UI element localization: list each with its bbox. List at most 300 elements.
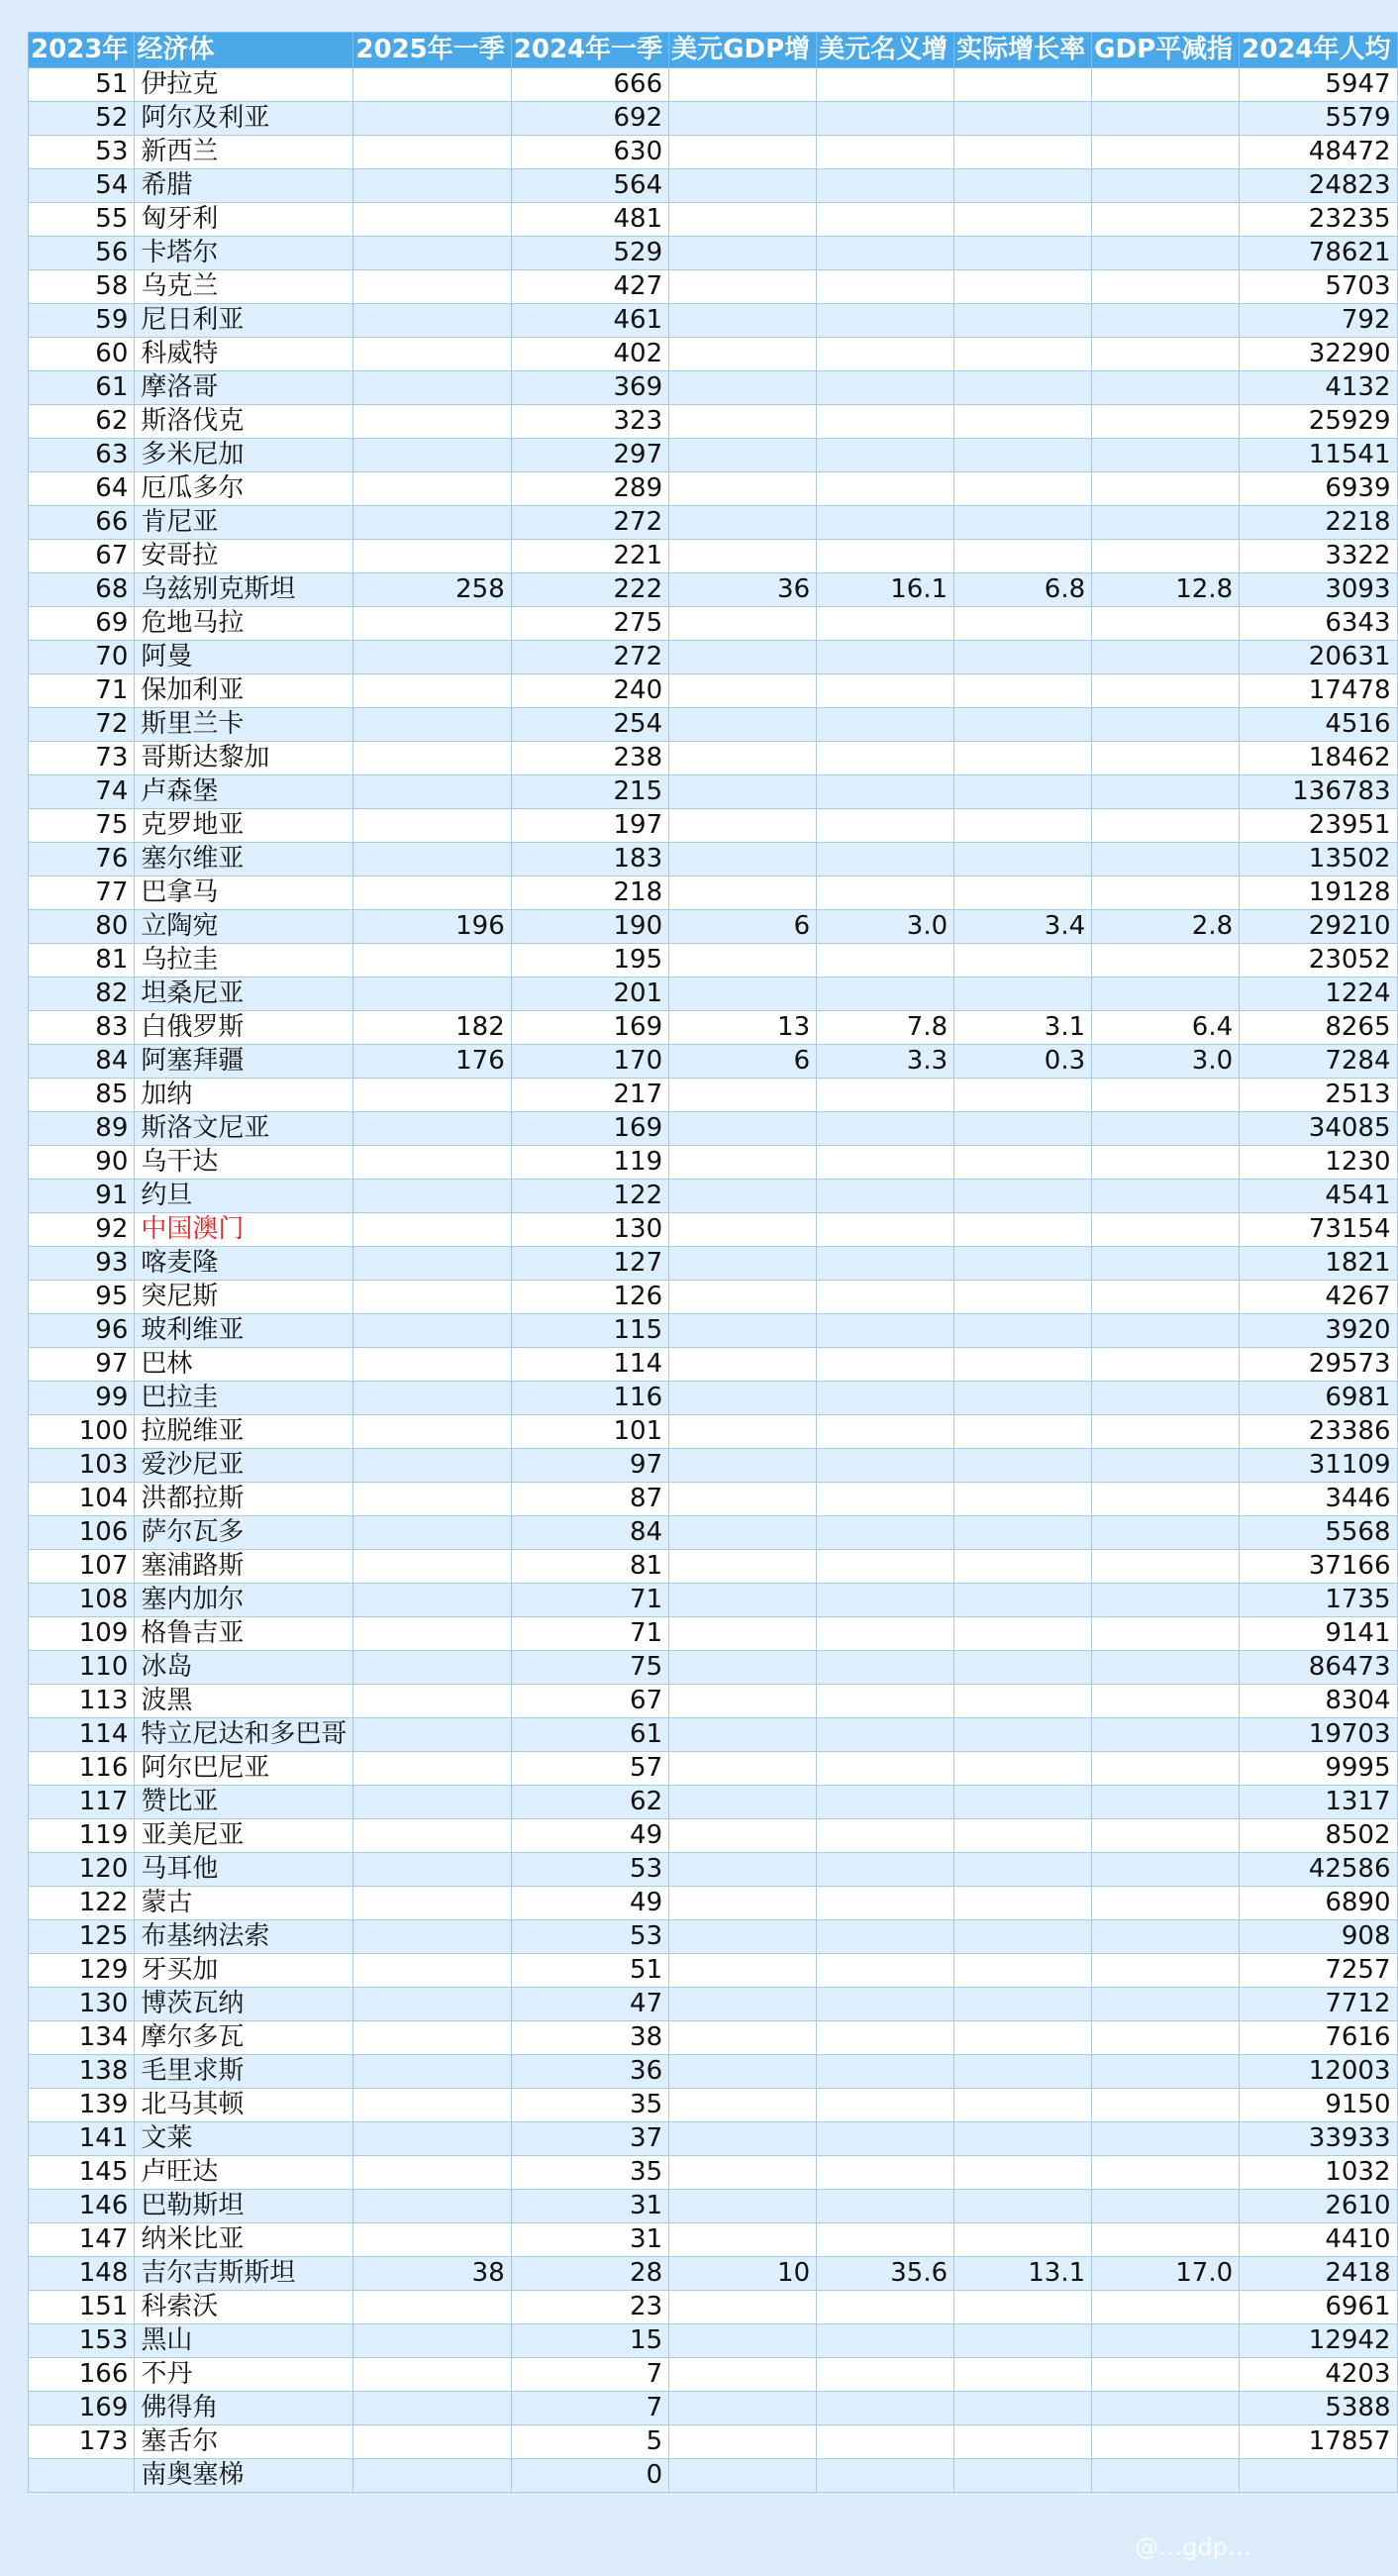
q1-2025-cell — [353, 2324, 511, 2358]
real-growth-cell — [954, 1786, 1092, 1819]
per-capita-cell: 6939 — [1240, 472, 1397, 506]
q1-2025-cell — [353, 1281, 511, 1314]
q1-2024-cell: 7 — [511, 2392, 668, 2425]
q1-2025-cell — [353, 1651, 511, 1685]
rank-cell: 96 — [29, 1314, 135, 1348]
q1-2024-cell: 87 — [511, 1483, 668, 1516]
q1-2024-cell: 35 — [511, 2089, 668, 2122]
real-growth-cell — [954, 270, 1092, 304]
q1-2024-cell: 218 — [511, 876, 668, 910]
table-row — [29, 203, 1398, 237]
nominal-growth-cell — [817, 1584, 954, 1617]
q1-2025-cell — [353, 2021, 511, 2055]
q1-2025-cell: 38 — [353, 2257, 511, 2291]
real-growth-cell — [954, 2324, 1092, 2358]
table-row — [29, 2291, 1398, 2324]
usd-increase-cell: 6 — [669, 910, 817, 944]
rank-cell: 166 — [29, 2358, 135, 2392]
real-growth-cell — [954, 2122, 1092, 2156]
table-row — [29, 1988, 1398, 2021]
per-capita-cell: 19128 — [1240, 876, 1397, 910]
per-capita-cell: 4132 — [1240, 371, 1397, 405]
real-growth-cell — [954, 1651, 1092, 1685]
deflator-cell: 6.4 — [1092, 1011, 1240, 1045]
table-row — [29, 843, 1398, 876]
nominal-growth-cell — [817, 742, 954, 775]
q1-2025-cell — [353, 1247, 511, 1281]
usd-increase-cell — [669, 843, 817, 876]
usd-increase-cell — [669, 2089, 817, 2122]
rank-cell: 62 — [29, 405, 135, 439]
deflator-cell — [1092, 1752, 1240, 1786]
table-row — [29, 1651, 1398, 1685]
nominal-growth-cell — [817, 1685, 954, 1718]
economy-cell: 蒙古 — [135, 1887, 353, 1920]
rank-cell: 83 — [29, 1011, 135, 1045]
q1-2025-cell — [353, 2089, 511, 2122]
q1-2024-cell: 323 — [511, 405, 668, 439]
nominal-growth-cell — [817, 1988, 954, 2021]
economy-cell: 吉尔吉斯斯坦 — [135, 2257, 353, 2291]
table-row — [29, 1213, 1398, 1247]
deflator-cell — [1092, 742, 1240, 775]
q1-2025-cell — [353, 270, 511, 304]
deflator-cell — [1092, 1079, 1240, 1112]
per-capita-cell: 34085 — [1240, 1112, 1397, 1146]
real-growth-cell — [954, 641, 1092, 674]
table-row — [29, 1281, 1398, 1314]
per-capita-cell: 29573 — [1240, 1348, 1397, 1382]
nominal-growth-cell — [817, 1516, 954, 1550]
economy-cell: 约旦 — [135, 1180, 353, 1213]
nominal-growth-cell — [817, 506, 954, 540]
usd-increase-cell — [669, 1348, 817, 1382]
rank-cell: 61 — [29, 371, 135, 405]
rank-cell: 119 — [29, 1819, 135, 1853]
nominal-growth-cell — [817, 2291, 954, 2324]
deflator-cell — [1092, 1550, 1240, 1584]
real-growth-cell — [954, 2459, 1092, 2493]
q1-2024-cell: 427 — [511, 270, 668, 304]
q1-2024-cell: 61 — [511, 1718, 668, 1752]
economy-cell: 匈牙利 — [135, 203, 353, 237]
rank-cell: 113 — [29, 1685, 135, 1718]
rank-cell: 64 — [29, 472, 135, 506]
watermark: @…gdp… — [1135, 2533, 1251, 2561]
per-capita-cell: 73154 — [1240, 1213, 1397, 1247]
usd-increase-cell — [669, 1079, 817, 1112]
deflator-cell — [1092, 405, 1240, 439]
table-row — [29, 2223, 1398, 2257]
real-growth-cell — [954, 1718, 1092, 1752]
nominal-growth-cell — [817, 102, 954, 136]
rank-cell: 89 — [29, 1112, 135, 1146]
usd-increase-cell — [669, 641, 817, 674]
nominal-growth-cell — [817, 1281, 954, 1314]
table-row — [29, 1382, 1398, 1415]
table-row — [29, 910, 1398, 944]
q1-2025-cell — [353, 203, 511, 237]
usd-increase-cell — [669, 371, 817, 405]
table-row — [29, 68, 1398, 102]
per-capita-cell: 42586 — [1240, 1853, 1397, 1887]
deflator-cell — [1092, 1920, 1240, 1954]
usd-increase-cell — [669, 2324, 817, 2358]
economy-cell: 萨尔瓦多 — [135, 1516, 353, 1550]
real-growth-cell — [954, 2055, 1092, 2089]
rank-cell: 74 — [29, 775, 135, 809]
q1-2024-cell: 28 — [511, 2257, 668, 2291]
economy-cell: 不丹 — [135, 2358, 353, 2392]
economy-cell: 危地马拉 — [135, 607, 353, 641]
table-row — [29, 405, 1398, 439]
nominal-growth-cell — [817, 68, 954, 102]
q1-2024-cell: 115 — [511, 1314, 668, 1348]
nominal-growth-cell — [817, 169, 954, 203]
usd-increase-cell — [669, 1213, 817, 1247]
q1-2024-cell: 36 — [511, 2055, 668, 2089]
rank-cell: 56 — [29, 237, 135, 270]
q1-2025-cell — [353, 1112, 511, 1146]
rank-cell: 100 — [29, 1415, 135, 1449]
rank-cell: 151 — [29, 2291, 135, 2324]
per-capita-cell: 23052 — [1240, 944, 1397, 978]
per-capita-cell: 12942 — [1240, 2324, 1397, 2358]
usd-increase-cell — [669, 1584, 817, 1617]
header-row — [29, 33, 1398, 68]
table-row — [29, 641, 1398, 674]
nominal-growth-cell — [817, 1079, 954, 1112]
q1-2025-cell — [353, 1920, 511, 1954]
rank-cell: 114 — [29, 1718, 135, 1752]
q1-2025-cell — [353, 978, 511, 1011]
rank-cell: 80 — [29, 910, 135, 944]
q1-2025-cell — [353, 1752, 511, 1786]
real-growth-cell — [954, 203, 1092, 237]
header-rank: 2023年 — [29, 33, 135, 68]
per-capita-cell: 5568 — [1240, 1516, 1397, 1550]
deflator-cell — [1092, 1584, 1240, 1617]
per-capita-cell: 7257 — [1240, 1954, 1397, 1988]
real-growth-cell — [954, 1954, 1092, 1988]
real-growth-cell — [954, 1988, 1092, 2021]
deflator-cell — [1092, 2089, 1240, 2122]
real-growth-cell — [954, 742, 1092, 775]
q1-2024-cell: 190 — [511, 910, 668, 944]
deflator-cell — [1092, 1483, 1240, 1516]
q1-2025-cell — [353, 641, 511, 674]
table-row — [29, 304, 1398, 338]
rank-cell: 82 — [29, 978, 135, 1011]
usd-increase-cell — [669, 742, 817, 775]
q1-2024-cell: 402 — [511, 338, 668, 371]
per-capita-cell: 24823 — [1240, 169, 1397, 203]
table-row — [29, 540, 1398, 573]
economy-cell: 多米尼加 — [135, 439, 353, 472]
per-capita-cell — [1240, 2459, 1397, 2493]
usd-increase-cell — [669, 1281, 817, 1314]
economy-cell: 波黑 — [135, 1685, 353, 1718]
economy-cell: 文莱 — [135, 2122, 353, 2156]
nominal-growth-cell — [817, 1786, 954, 1819]
per-capita-cell: 11541 — [1240, 439, 1397, 472]
rank-cell: 97 — [29, 1348, 135, 1382]
rank-cell: 92 — [29, 1213, 135, 1247]
usd-increase-cell — [669, 1718, 817, 1752]
rank-cell: 146 — [29, 2190, 135, 2223]
nominal-growth-cell — [817, 304, 954, 338]
economy-cell: 佛得角 — [135, 2392, 353, 2425]
per-capita-cell: 2610 — [1240, 2190, 1397, 2223]
q1-2024-cell: 126 — [511, 1281, 668, 1314]
deflator-cell — [1092, 876, 1240, 910]
economy-cell: 赞比亚 — [135, 1786, 353, 1819]
nominal-growth-cell — [817, 1180, 954, 1213]
q1-2024-cell: 630 — [511, 136, 668, 169]
rank-cell: 91 — [29, 1180, 135, 1213]
q1-2024-cell: 15 — [511, 2324, 668, 2358]
per-capita-cell: 1224 — [1240, 978, 1397, 1011]
real-growth-cell — [954, 674, 1092, 708]
deflator-cell — [1092, 1281, 1240, 1314]
deflator-cell — [1092, 2055, 1240, 2089]
header-gdp-deflator: GDP平减指 — [1092, 33, 1240, 68]
economy-cell: 布基纳法索 — [135, 1920, 353, 1954]
usd-increase-cell — [669, 2021, 817, 2055]
rank-cell: 99 — [29, 1382, 135, 1415]
deflator-cell — [1092, 2190, 1240, 2223]
table-row — [29, 2021, 1398, 2055]
q1-2024-cell: 272 — [511, 641, 668, 674]
table-row — [29, 1786, 1398, 1819]
deflator-cell — [1092, 1146, 1240, 1180]
per-capita-cell: 9141 — [1240, 1617, 1397, 1651]
usd-increase-cell — [669, 1617, 817, 1651]
economy-cell: 塞浦路斯 — [135, 1550, 353, 1584]
real-growth-cell — [954, 708, 1092, 742]
q1-2025-cell — [353, 1483, 511, 1516]
q1-2025-cell — [353, 1415, 511, 1449]
economy-cell: 乌兹别克斯坦 — [135, 573, 353, 607]
q1-2025-cell — [353, 136, 511, 169]
economy-cell: 卢旺达 — [135, 2156, 353, 2190]
usd-increase-cell — [669, 2425, 817, 2459]
usd-increase-cell — [669, 1314, 817, 1348]
q1-2024-cell: 0 — [511, 2459, 668, 2493]
q1-2025-cell — [353, 1213, 511, 1247]
nominal-growth-cell — [817, 1887, 954, 1920]
deflator-cell — [1092, 2291, 1240, 2324]
rank-cell: 54 — [29, 169, 135, 203]
q1-2024-cell: 275 — [511, 607, 668, 641]
rank-cell: 53 — [29, 136, 135, 169]
header-real-growth: 实际增长率 — [954, 33, 1092, 68]
per-capita-cell: 6961 — [1240, 2291, 1397, 2324]
nominal-growth-cell — [817, 2425, 954, 2459]
nominal-growth-cell — [817, 775, 954, 809]
nominal-growth-cell — [817, 2324, 954, 2358]
economy-cell: 斯洛文尼亚 — [135, 1112, 353, 1146]
rank-cell: 145 — [29, 2156, 135, 2190]
table-row — [29, 1146, 1398, 1180]
deflator-cell — [1092, 2324, 1240, 2358]
q1-2024-cell: 31 — [511, 2190, 668, 2223]
nominal-growth-cell — [817, 1415, 954, 1449]
nominal-growth-cell — [817, 136, 954, 169]
q1-2024-cell: 183 — [511, 843, 668, 876]
per-capita-cell: 23235 — [1240, 203, 1397, 237]
usd-increase-cell — [669, 1685, 817, 1718]
per-capita-cell: 5579 — [1240, 102, 1397, 136]
usd-increase-cell — [669, 876, 817, 910]
usd-increase-cell — [669, 1247, 817, 1281]
real-growth-cell — [954, 2425, 1092, 2459]
per-capita-cell: 19703 — [1240, 1718, 1397, 1752]
deflator-cell — [1092, 1180, 1240, 1213]
rank-cell: 129 — [29, 1954, 135, 1988]
rank-cell: 95 — [29, 1281, 135, 1314]
q1-2025-cell — [353, 2156, 511, 2190]
q1-2024-cell: 37 — [511, 2122, 668, 2156]
per-capita-cell: 7284 — [1240, 1045, 1397, 1079]
q1-2025-cell — [353, 775, 511, 809]
q1-2024-cell: 221 — [511, 540, 668, 573]
rank-cell: 75 — [29, 809, 135, 843]
real-growth-cell — [954, 540, 1092, 573]
economy-cell: 保加利亚 — [135, 674, 353, 708]
per-capita-cell: 3093 — [1240, 573, 1397, 607]
deflator-cell — [1092, 843, 1240, 876]
q1-2025-cell — [353, 1516, 511, 1550]
q1-2024-cell: 222 — [511, 573, 668, 607]
deflator-cell — [1092, 2358, 1240, 2392]
usd-increase-cell — [669, 2291, 817, 2324]
economy-cell: 科索沃 — [135, 2291, 353, 2324]
real-growth-cell: 0.3 — [954, 1045, 1092, 1079]
deflator-cell — [1092, 1314, 1240, 1348]
usd-increase-cell — [669, 674, 817, 708]
deflator-cell — [1092, 2459, 1240, 2493]
deflator-cell — [1092, 809, 1240, 843]
table-row — [29, 809, 1398, 843]
table-row — [29, 775, 1398, 809]
real-growth-cell — [954, 1483, 1092, 1516]
deflator-cell — [1092, 540, 1240, 573]
economy-cell: 博茨瓦纳 — [135, 1988, 353, 2021]
usd-increase-cell — [669, 1516, 817, 1550]
deflator-cell — [1092, 1954, 1240, 1988]
usd-increase-cell — [669, 472, 817, 506]
deflator-cell — [1092, 2223, 1240, 2257]
q1-2025-cell — [353, 1550, 511, 1584]
nominal-growth-cell — [817, 641, 954, 674]
q1-2025-cell — [353, 371, 511, 405]
table-row — [29, 1112, 1398, 1146]
nominal-growth-cell — [817, 1213, 954, 1247]
usd-increase-cell — [669, 1112, 817, 1146]
table-row — [29, 2324, 1398, 2358]
real-growth-cell — [954, 237, 1092, 270]
header-usd-nominal-growth: 美元名义增 — [817, 33, 954, 68]
per-capita-cell: 8304 — [1240, 1685, 1397, 1718]
q1-2025-cell — [353, 237, 511, 270]
economy-cell: 卢森堡 — [135, 775, 353, 809]
usd-increase-cell — [669, 1853, 817, 1887]
table-row — [29, 1887, 1398, 1920]
nominal-growth-cell — [817, 338, 954, 371]
economy-cell: 巴林 — [135, 1348, 353, 1382]
q1-2024-cell: 529 — [511, 237, 668, 270]
gdp-table — [28, 32, 1398, 2493]
table-row — [29, 607, 1398, 641]
real-growth-cell: 3.1 — [954, 1011, 1092, 1045]
q1-2025-cell: 258 — [353, 573, 511, 607]
q1-2025-cell — [353, 1079, 511, 1112]
table-row — [29, 1011, 1398, 1045]
usd-increase-cell — [669, 1415, 817, 1449]
q1-2024-cell: 461 — [511, 304, 668, 338]
per-capita-cell: 4541 — [1240, 1180, 1397, 1213]
deflator-cell — [1092, 102, 1240, 136]
per-capita-cell: 1317 — [1240, 1786, 1397, 1819]
q1-2024-cell: 289 — [511, 472, 668, 506]
deflator-cell — [1092, 708, 1240, 742]
nominal-growth-cell — [817, 439, 954, 472]
q1-2025-cell — [353, 472, 511, 506]
rank-cell: 173 — [29, 2425, 135, 2459]
q1-2024-cell: 47 — [511, 1988, 668, 2021]
per-capita-cell: 9150 — [1240, 2089, 1397, 2122]
q1-2024-cell: 169 — [511, 1112, 668, 1146]
deflator-cell — [1092, 472, 1240, 506]
economy-cell: 阿曼 — [135, 641, 353, 674]
economy-cell: 科威特 — [135, 338, 353, 371]
deflator-cell — [1092, 1449, 1240, 1483]
economy-cell: 巴拿马 — [135, 876, 353, 910]
real-growth-cell — [954, 1550, 1092, 1584]
real-growth-cell — [954, 506, 1092, 540]
economy-cell: 乌克兰 — [135, 270, 353, 304]
real-growth-cell — [954, 1819, 1092, 1853]
usd-increase-cell — [669, 1146, 817, 1180]
header-q1-2024: 2024年一季 — [511, 33, 668, 68]
q1-2025-cell — [353, 1180, 511, 1213]
q1-2024-cell: 49 — [511, 1887, 668, 1920]
economy-cell: 牙买加 — [135, 1954, 353, 1988]
real-growth-cell: 6.8 — [954, 573, 1092, 607]
table-row — [29, 1853, 1398, 1887]
economy-cell: 乌拉圭 — [135, 944, 353, 978]
deflator-cell — [1092, 674, 1240, 708]
table-row — [29, 1449, 1398, 1483]
rank-cell: 85 — [29, 1079, 135, 1112]
table-row — [29, 472, 1398, 506]
rank-cell: 148 — [29, 2257, 135, 2291]
rank-cell: 104 — [29, 1483, 135, 1516]
usd-increase-cell — [669, 405, 817, 439]
q1-2024-cell: 71 — [511, 1584, 668, 1617]
table-row — [29, 1954, 1398, 1988]
table-row — [29, 1314, 1398, 1348]
table-row — [29, 1617, 1398, 1651]
real-growth-cell — [954, 1281, 1092, 1314]
real-growth-cell — [954, 2291, 1092, 2324]
nominal-growth-cell — [817, 1920, 954, 1954]
usd-increase-cell — [669, 1382, 817, 1415]
deflator-cell — [1092, 1348, 1240, 1382]
real-growth-cell — [954, 304, 1092, 338]
nominal-growth-cell — [817, 1247, 954, 1281]
